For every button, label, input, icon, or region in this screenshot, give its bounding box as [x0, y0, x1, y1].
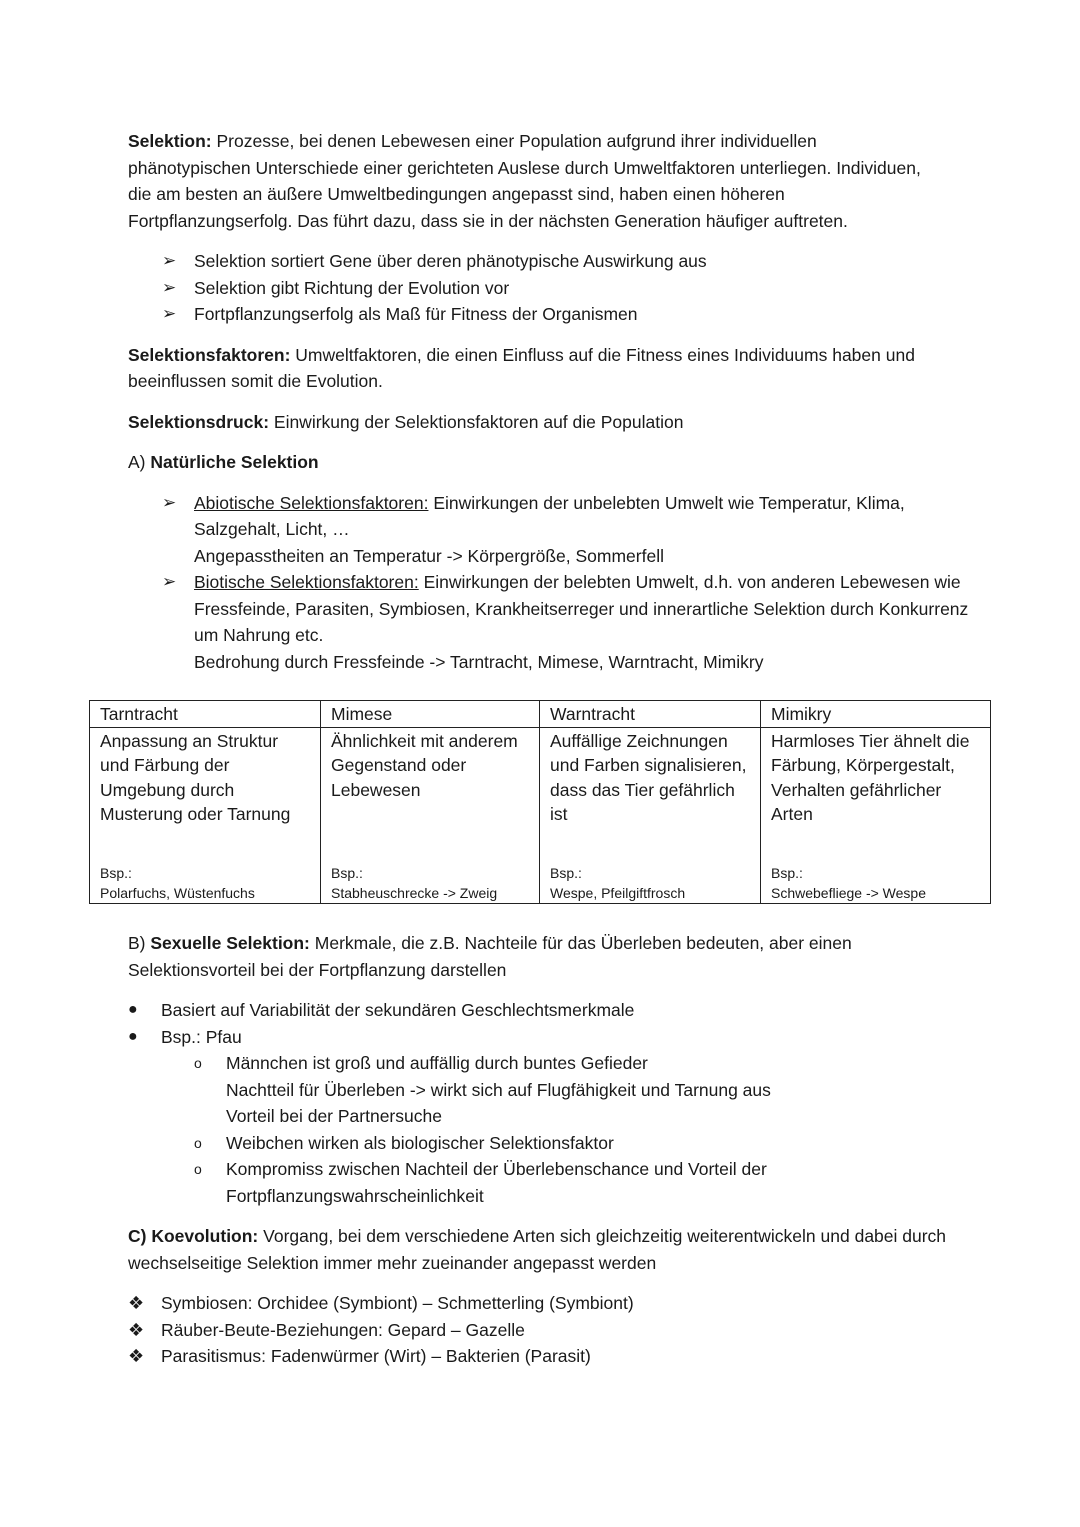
list-item: o Kompromiss zwischen Nachteil der Überlebenschance und Vorteil der Fortpflanzungswahrscheinlichkeit [128, 1156, 866, 1209]
table-cell: Harmloses Tier ähnelt die Färbung, Körpergestalt, Verhalten gefährlicher Arten Bsp.: Schwebefliege -> Wespe [761, 727, 991, 903]
selektion-term: Selektion: [128, 131, 212, 151]
arrow-bullet-icon: ➢ [162, 304, 177, 323]
arrow-bullet-icon: ➢ [162, 277, 177, 297]
circle-bullet-icon: o [194, 1134, 202, 1151]
table-header: Warntracht [540, 701, 761, 728]
circle-bullet-icon: o [194, 1161, 202, 1177]
table-row [90, 727, 991, 903]
list-item: ● Bsp.: Pfau o Männchen ist groß und auffällig durch buntes Gefieder Nachtteil für Überleben -> wirkt sich auf Flugfähigkeit und Tarnung aus Vorteil bei der Partnersuche o Weibchen wirken als biologischer Selektionsfaktor o Kompromiss zwischen Nachteil der Überlebenschance und Vorteil der Fortpflanzungswahrscheinlichkeit [128, 1024, 988, 1210]
page-content [128, 128, 988, 689]
list-item: ➢ Selektion sortiert Gene über deren phänotypische Auswirkung aus [128, 248, 988, 275]
selektion-text: Prozesse, bei denen Lebewesen einer Population aufgrund ihrer individuellen phänotypischen Unterschiede einer gerichteten Auslese durch Umweltfaktoren unterliegen. Individuen, die am besten an äußere Umweltbedingungen angepasst sind, haben einen höheren Fortpflanzungserfolg. Das führt dazu, dass sie in der nächsten Generation häufiger auftreten. [128, 131, 921, 231]
table-cell: Anpassung an Struktur und Färbung der Umgebung durch Musterung oder Tarnung Bsp.: Polarfuchs, Wüstenfuchs [90, 727, 321, 903]
selektion-definition [128, 128, 928, 234]
list-item: ➢ Biotische Selektionsfaktoren: Einwirkungen der belebten Umwelt, d.h. von anderen Lebewesen wie Fressfeinde, Parasiten, Symbiosen, Krankheitserreger und innerartliche Selektion durch Konkurrenz um Nahrung etc. Bedrohung durch Fressfeinde -> Tarntracht, Mimese, Warntracht, Mimikry [128, 569, 988, 675]
list-item: ❖ Symbiosen: Orchidee (Symbiont) – Schmetterling (Symbiont) [128, 1290, 988, 1317]
table-header-row [90, 701, 991, 728]
circle-bullet-icon: o [194, 1055, 202, 1071]
diamond-bullet-icon: ❖ [128, 1346, 145, 1366]
koevolution-definition: C) Koevolution: Vorgang, bei dem verschiedene Arten sich gleichzeitig weiterentwickeln und dabei durch wechselseitige Selektion immer mehr zueinander angepasst werden [128, 1226, 947, 1273]
list-item: ➢ Fortpflanzungserfolg als Maß für Fitness der Organismen [128, 301, 988, 328]
selektionsdruck-definition: Selektionsdruck: Einwirkung der Selektionsfaktoren auf die Population [128, 411, 684, 432]
list-item: o Männchen ist groß und auffällig durch buntes Gefieder Nachtteil für Überleben -> wirkt sich auf Flugfähigkeit und Tarnung aus Vorteil bei der Partnersuche [128, 1050, 988, 1130]
list-item: ➢ Selektion gibt Richtung der Evolution vor [128, 275, 988, 302]
table-header: Mimese [321, 701, 540, 728]
natuerliche-selektion-points [128, 490, 988, 676]
koevolution-examples [128, 1290, 988, 1370]
arrow-bullet-icon: ➢ [162, 572, 177, 591]
schutzanpassungen-table [89, 700, 991, 904]
list-item: ❖ Räuber-Beute-Beziehungen: Gepard – Gazelle [128, 1317, 988, 1344]
list-item: ➢ Abiotische Selektionsfaktoren: Einwirkungen der unbelebten Umwelt wie Temperatur, Klima, Salzgehalt, Licht, … Angepasstheiten an Temperatur -> Körpergröße, Sommerfell [128, 490, 988, 570]
table-cell: Auffällige Zeichnungen und Farben signalisieren, dass das Tier gefährlich ist Bsp.: Wespe, Pfeilgiftfrosch [540, 727, 761, 903]
sexuelle-selektion-points [128, 997, 988, 1209]
diamond-bullet-icon: ❖ [128, 1293, 145, 1313]
bullet-dot-icon: ● [128, 1001, 138, 1018]
list-item: ❖ Parasitismus: Fadenwürmer (Wirt) – Bakterien (Parasit) [128, 1343, 988, 1370]
diamond-bullet-icon: ❖ [128, 1319, 145, 1340]
selektionsfaktoren-definition: Selektionsfaktoren: Umweltfaktoren, die einen Einfluss auf die Fitness eines Individuums haben und beeinflussen somit die Evolution. [128, 344, 915, 391]
list-item: ● Basiert auf Variabilität der sekundären Geschlechtsmerkmale [128, 997, 988, 1024]
sexuelle-selektion-definition: B) Sexuelle Selektion: Merkmale, die z.B. Nachteile für das Überleben bedeuten, aber einen Selektionsvorteil bei der Fortpflanzung darstellen [128, 933, 852, 980]
table-header: Tarntracht [90, 701, 321, 728]
bullet-dot-icon: ● [128, 1027, 138, 1045]
pfau-subpoints [161, 1050, 988, 1209]
page-content-lower [128, 930, 988, 1384]
arrow-bullet-icon: ➢ [162, 251, 177, 270]
table-cell: Ähnlichkeit mit anderem Gegenstand oder Lebewesen Bsp.: Stabheuschrecke -> Zweig [321, 727, 540, 903]
arrow-bullet-icon: ➢ [162, 492, 177, 512]
selektion-points [128, 248, 988, 328]
natuerliche-selektion-heading: A) Natürliche Selektion [128, 452, 319, 472]
table-header: Mimikry [761, 701, 991, 728]
list-item: o Weibchen wirken als biologischer Selektionsfaktor [128, 1130, 988, 1157]
